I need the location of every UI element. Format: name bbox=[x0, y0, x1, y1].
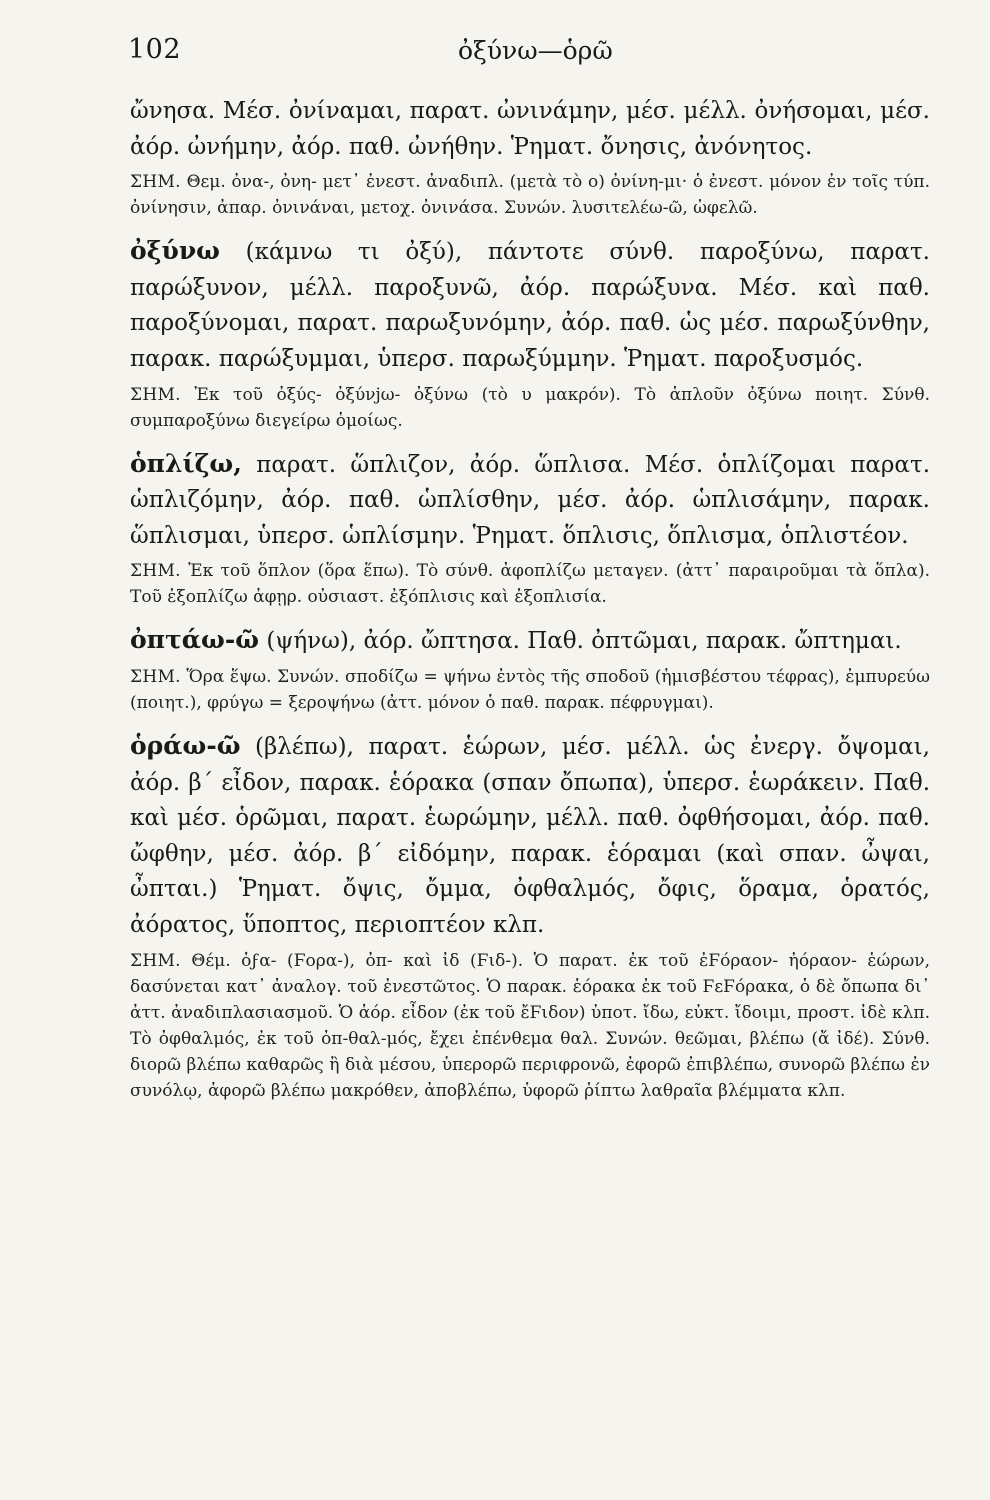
entry-text bbox=[130, 233, 930, 377]
entry-text bbox=[130, 446, 930, 555]
note-label: ΣΗΜ. bbox=[130, 561, 181, 582]
entry-note bbox=[130, 169, 930, 221]
dictionary-entry bbox=[130, 92, 930, 221]
dictionary-entry bbox=[130, 233, 930, 433]
page-number: 102 bbox=[128, 34, 182, 65]
dictionary-entry bbox=[130, 446, 930, 611]
page-header bbox=[128, 34, 928, 74]
note-text: Θεμ. ὀνα-, ὀνη- μετ᾽ ἐνεστ. ἀναδιπλ. (μετὰ τὸ ο) ὀνίνη-μι· ὁ ἐνεστ. μόνον ἐν τοῖς τύπ. ὀνίνησιν, ἀπαρ. ὀνινάναι, μετοχ. ὀνινάσα. Συνών. λυσιτελέω-ῶ, ὠφελῶ. bbox=[130, 172, 930, 219]
dictionary-entry bbox=[130, 728, 930, 1104]
entry-note bbox=[130, 948, 930, 1104]
note-label: ΣΗΜ. bbox=[130, 172, 181, 193]
entry-text bbox=[130, 622, 930, 660]
note-label: ΣΗΜ. bbox=[130, 666, 181, 687]
headword: ὁπλίζω, bbox=[130, 448, 242, 478]
entry-body: παρατ. ὥπλιζον, ἀόρ. ὥπλισα. Μέσ. ὁπλίζομαι παρατ. ὡπλιζόμην, ἀόρ. παθ. ὡπλίσθην, μέσ. ἀόρ. ὡπλισάμην, παρακ. ὥπλισμαι, ὑπερσ. ὡπλίσμην. Ῥηματ. ὅπλισις, ὅπλισμα, ὁπλιστέον. bbox=[130, 451, 931, 549]
headword: ὀπτάω-ῶ bbox=[130, 625, 260, 655]
headword: ὁράω-ῶ bbox=[130, 730, 241, 760]
dictionary-entry bbox=[130, 622, 930, 716]
entry-note bbox=[130, 558, 930, 610]
page-body bbox=[130, 92, 930, 1116]
headword: ὀξύνω bbox=[130, 236, 220, 266]
entry-text bbox=[130, 92, 930, 165]
entry-body: (ψήνω), ἀόρ. ὤπτησα. Παθ. ὀπτῶμαι, παρακ. ὤπτημαι. bbox=[266, 628, 902, 655]
note-label: ΣΗΜ. bbox=[130, 384, 181, 405]
note-text: Θέμ. ὁϝα- (Ϝορα-), ὀπ- καὶ ἰδ (Ϝιδ-). Ὁ παρατ. ἐκ τοῦ ἐϜόραον- ἠόραον- ἑώρων, δασύνεται κατ᾽ ἀναλογ. τοῦ ἐνεστῶτος. Ὁ παρακ. ἑόρακα ἐκ τοῦ ϜεϜόρακα, ὁ δὲ ὄπωπα δι᾽ ἀττ. ἀναδιπλασιασμοῦ. Ὁ ἀόρ. εἶδον (ἐκ τοῦ ἔϜιδον) ὑποτ. ἴδω, εὐκτ. ἴδοιμι, προστ. ἰδὲ κλπ. Τὸ ὀφθαλμός, ἐκ τοῦ ὀπ-θαλ-μός, ἔχει ἐπένθεμα θαλ. Συνών. θεῶμαι, βλέπω (ἄ ἰδέ). Σύνθ. διορῶ βλέπω καθαρῶς ἢ διὰ μέσου, ὑπερορῶ περιφρονῶ, ἐφορῶ ἐπιβλέπω, συνορῶ βλέπω ἐν συνόλῳ, ἀφορῶ βλέπω μακρόθεν, ἀποβλέπω, ὑφορῶ ῥίπτω λαθραῖα βλέμματα κλπ. bbox=[130, 950, 930, 1101]
entry-note bbox=[130, 382, 930, 434]
entry-body: ὤνησα. Μέσ. ὀνίναμαι, παρατ. ὠνινάμην, μέσ. μέλλ. ὀνήσομαι, μέσ. ἀόρ. ὠνήμην, ἀόρ. παθ. ὠνήθην. Ῥηματ. ὄνησις, ἀνόνητος. bbox=[130, 98, 930, 160]
running-head: ὀξύνω—ὁρῶ bbox=[458, 36, 613, 65]
entry-text bbox=[130, 728, 930, 944]
note-text: Ἐκ τοῦ ὀξύς- ὀξύνjω- ὀξύνω (τὸ υ μακρόν). Τὸ ἁπλοῦν ὀξύνω ποιητ. Σύνθ. συμπαροξύνω διεγείρω ὁμοίως. bbox=[130, 384, 930, 431]
entry-note bbox=[130, 664, 930, 716]
note-text: Ὅρα ἕψω. Συνών. σποδίζω = ψήνω ἐντὸς τῆς σποδοῦ (ἡμισβέστου τέφρας), ἐμπυρεύω (ποιητ.), φρύγω = ξεροψήνω (ἀττ. μόνον ὁ παθ. παρακ. πέφρυγμαι). bbox=[130, 666, 930, 713]
entry-body: (βλέπω), παρατ. ἑώρων, μέσ. μέλλ. ὡς ἐνεργ. ὄψομαι, ἀόρ. β΄ εἶδον, παρακ. ἑόρακα (σπαν ὄπωπα), ὑπερσ. ἑωράκειν. Παθ. καὶ μέσ. ὁρῶμαι, παρατ. ἑωρώμην, μέλλ. παθ. ὀφθήσομαι, ἀόρ. παθ. ὤφθην, μέσ. ἀόρ. β΄ εἰδόμην, παρακ. ἑόραμαι (καὶ σπαν. ὦψαι, ὦπται.) Ῥηματ. ὄψις, ὄμμα, ὀφθαλμός, ὄφις, ὅραμα, ὁρατός, ἀόρατος, ὕποπτος, περιοπτέον κλπ. bbox=[130, 733, 930, 938]
entry-body: (κάμνω τι ὀξύ), πάντοτε σύνθ. παροξύνω, παρατ. παρώξυνον, μέλλ. παροξυνῶ, ἀόρ. παρώξυνα. Μέσ. καὶ παθ. παροξύνομαι, παρατ. παρωξυνόμην, ἀόρ. παθ. ὡς μέσ. παρωξύνθην, παρακ. παρώξυμμαι, ὑπερσ. παρωξύμμην. Ῥηματ. παροξυσμός. bbox=[130, 239, 930, 372]
note-text: Ἐκ τοῦ ὅπλον (ὅρα ἕπω). Τὸ σύνθ. ἀφοπλίζω μεταγεν. (ἀττ᾽ παραιροῦμαι τὰ ὅπλα). Τοῦ ἐξοπλίζω ἀφῃρ. οὐσιαστ. ἐξόπλισις καὶ ἐξοπλισία. bbox=[130, 561, 930, 608]
note-label: ΣΗΜ. bbox=[130, 950, 181, 971]
